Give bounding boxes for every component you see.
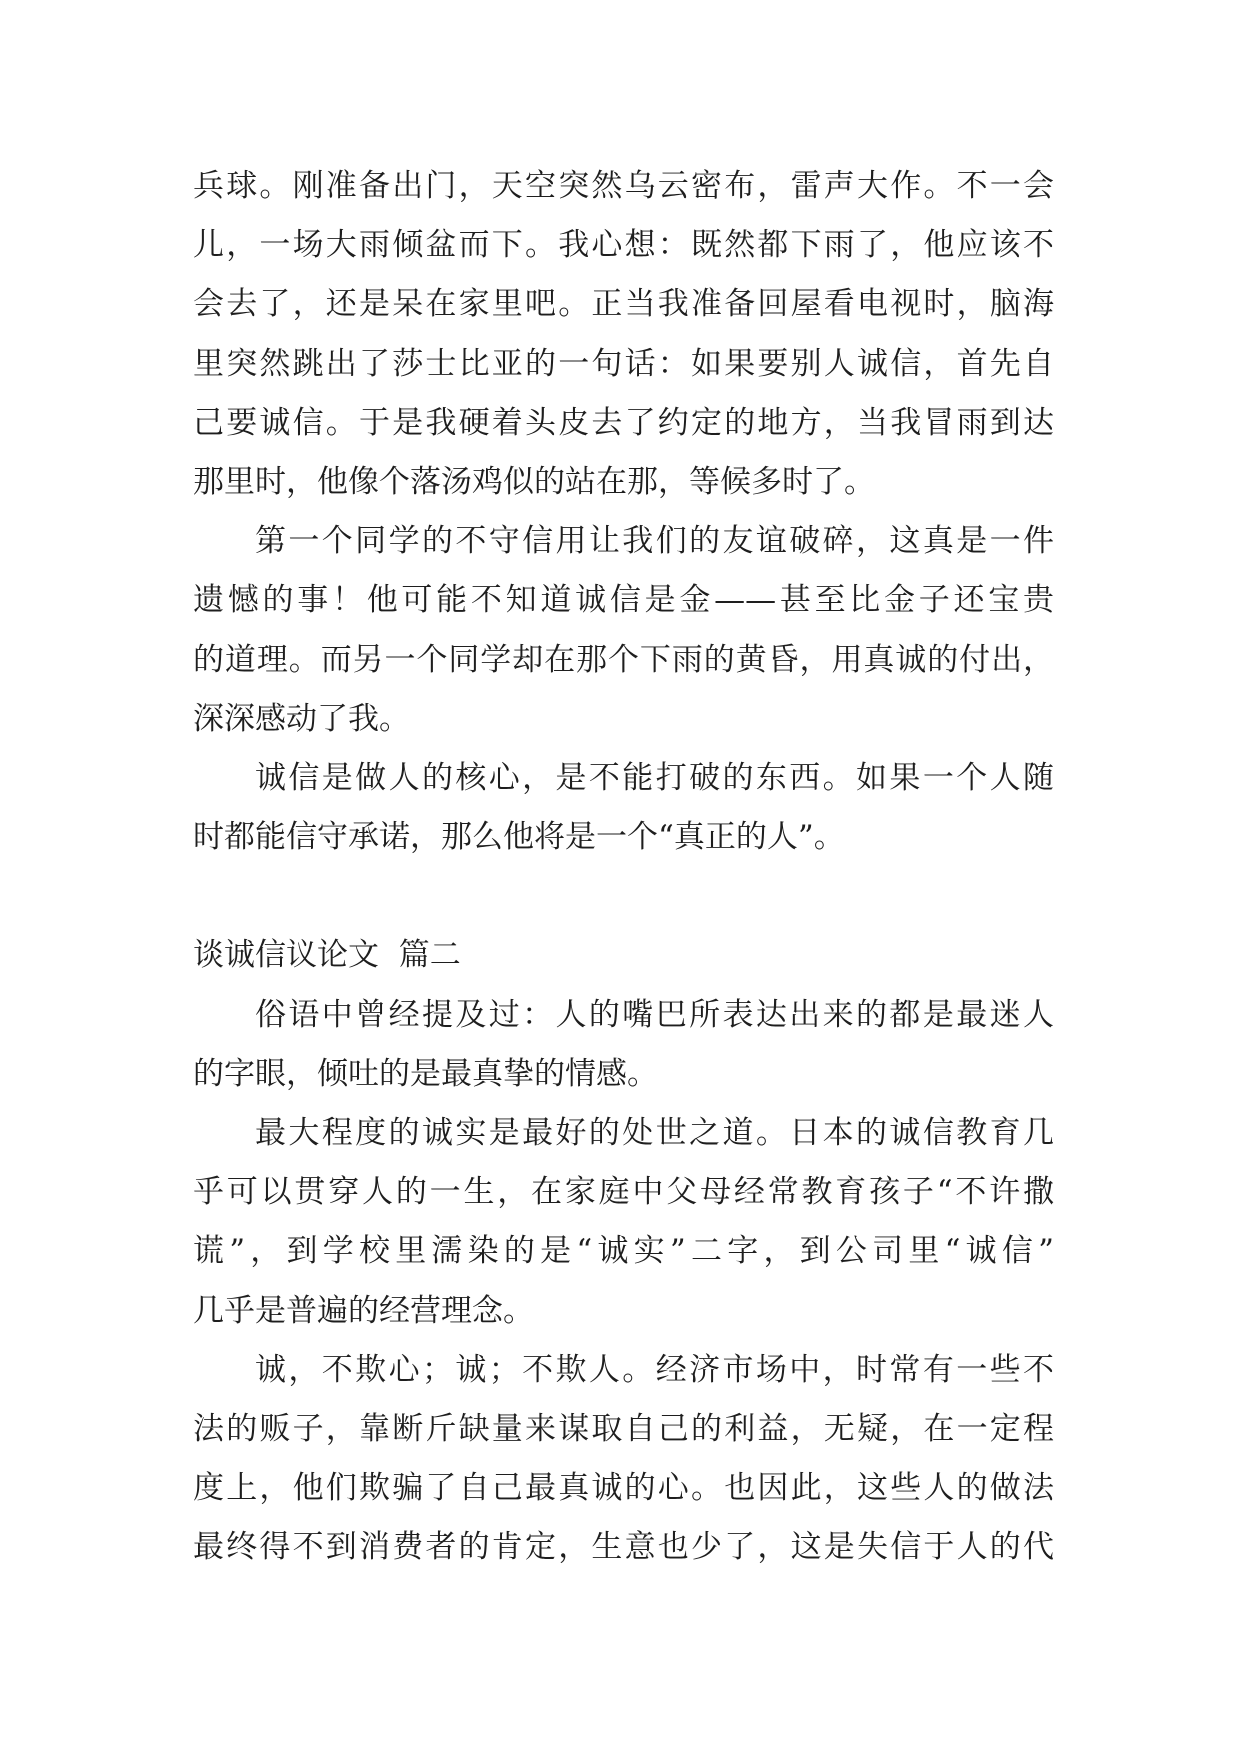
paragraph <box>193 157 1054 512</box>
text-line: 度上，他们欺骗了自己最真诚的心。也因此，这些人的做法 <box>193 1470 1054 1507</box>
text-line: 时都能信守承诺，那么他将是一个“真正的人”。 <box>193 819 845 856</box>
text-line: 遗憾的事！他可能不知道诚信是金——甚至比金子还宝贵 <box>193 582 1054 619</box>
text-line: 谎”，到学校里濡染的是“诚实”二字，到公司里“诚信” <box>193 1233 1054 1270</box>
text-line: 那里时，他像个落汤鸡似的站在那，等候多时了。 <box>193 463 875 500</box>
text-line: 儿，一场大雨倾盆而下。我心想：既然都下雨了，他应该不 <box>193 227 1054 264</box>
text-line: 最大程度的诚实是最好的处世之道。日本的诚信教育几 <box>255 1115 1054 1151</box>
text-line: 诚信是做人的核心，是不能打破的东西。如果一个人随 <box>255 759 1054 796</box>
text-line: 乎可以贯穿人的一生，在家庭中父母经常教育孩子“不许撒 <box>193 1174 1054 1211</box>
text-line: 里突然跳出了莎士比亚的一句话：如果要别人诚信，首先自 <box>193 345 1054 382</box>
paragraph <box>193 749 1054 867</box>
blank-line <box>193 867 1054 926</box>
text-line: 诚，不欺心；诚；不欺人。经济市场中，时常有一些不 <box>255 1351 1054 1388</box>
text-line: 最终得不到消费者的肯定，生意也少了，这是失信于人的代 <box>193 1529 1054 1566</box>
text-line: 的字眼，倾吐的是最真挚的情感。 <box>193 1055 658 1092</box>
text-line: 的道理。而另一个同学却在那个下雨的黄昏，用真诚的付出， <box>193 641 1054 678</box>
text-line: 会去了，还是呆在家里吧。正当我准备回屋看电视时，脑海 <box>193 286 1054 323</box>
text-line: 己要诚信。于是我硬着头皮去了约定的地方，当我冒雨到达 <box>193 404 1054 441</box>
text-line: 俗语中曾经提及过：人的嘴巴所表达出来的都是最迷人 <box>255 996 1054 1033</box>
paragraph <box>193 1104 1054 1341</box>
text-line: 法的贩子，靠断斤缺量来谋取自己的利益，无疑，在一定程 <box>193 1410 1054 1447</box>
document-page <box>193 157 1054 1578</box>
text-line: 几乎是普遍的经营理念。 <box>193 1292 534 1329</box>
paragraph <box>193 512 1054 749</box>
paragraph <box>193 1341 1054 1578</box>
text-line: 兵球。刚准备出门，天空突然乌云密布，雷声大作。不一会 <box>193 168 1054 204</box>
text-line: 深深感动了我。 <box>193 700 410 737</box>
section-heading: 谈诚信议论文 篇二 <box>193 937 461 974</box>
text-line: 第一个同学的不守信用让我们的友谊破碎，这真是一件 <box>255 523 1054 560</box>
paragraph <box>193 986 1054 1104</box>
